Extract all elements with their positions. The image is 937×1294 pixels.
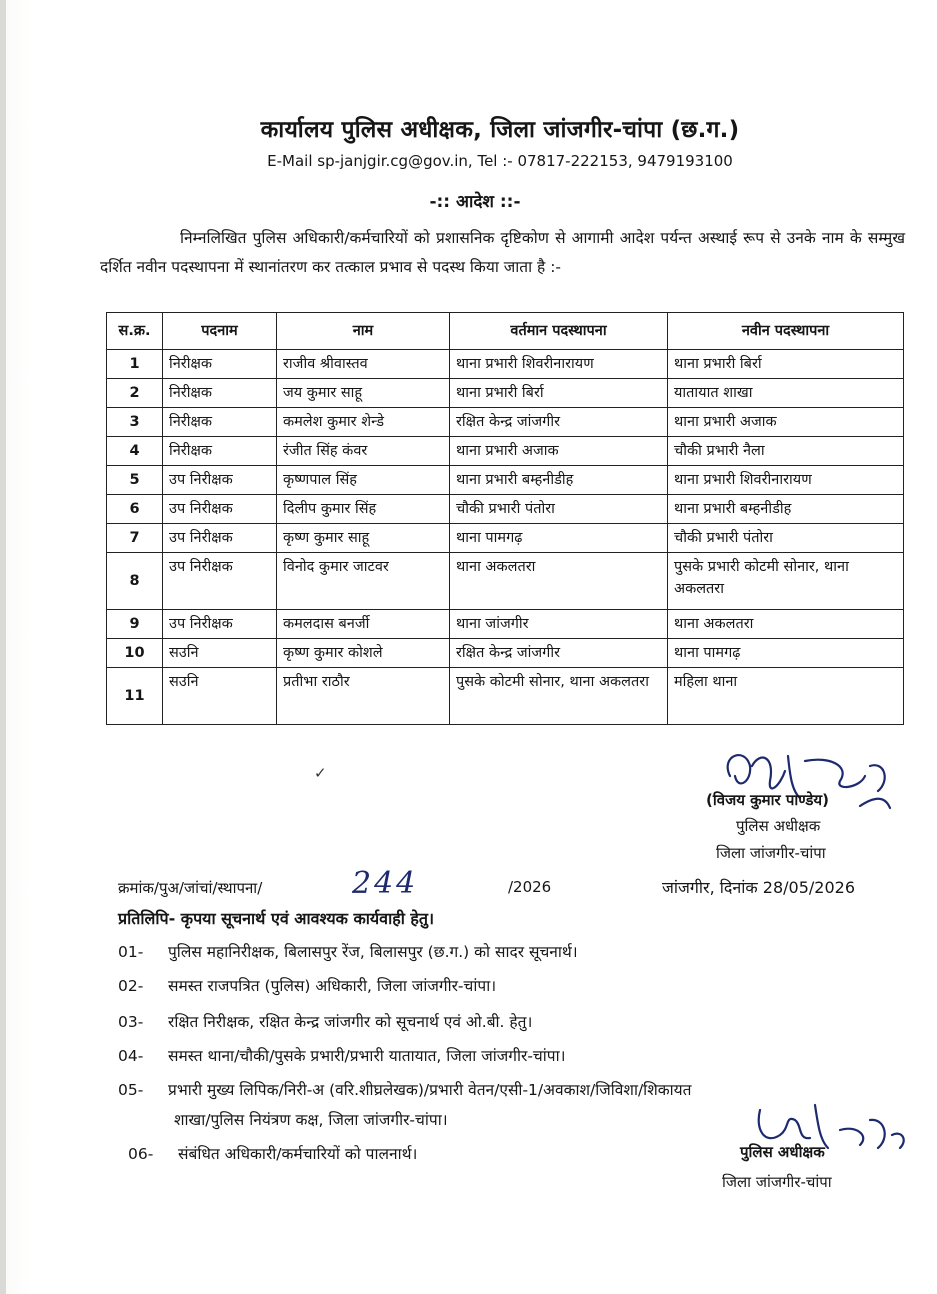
cell-current-posting: चौकी प्रभारी पंतोरा	[450, 495, 668, 524]
table-row	[107, 639, 904, 668]
intro-paragraph: निम्नलिखित पुलिस अधिकारी/कर्मचारियों को प्रशासनिक दृष्टिकोण से आगामी आदेश पर्यन्त अस्थाई रूप से उनके नाम के सम्मुख दर्शित नवीन पदस्थापना में स्थानांतरण कर तत्काल प्रभाव से पदस्थ किया जाता है :-	[100, 229, 905, 276]
cell-serial: 8	[107, 553, 163, 610]
list-item-text: पुलिस महानिरीक्षक, बिलासपुर रेंज, बिलासपुर (छ.ग.) को सादर सूचनार्थ।	[168, 943, 578, 961]
cell-new-posting: थाना प्रभारी बम्हनीडीह	[668, 495, 904, 524]
cell-name: कृष्ण कुमार कोशले	[277, 639, 450, 668]
table-row	[107, 524, 904, 553]
header-serial: स.क्र.	[107, 313, 163, 350]
transfer-table	[106, 312, 904, 725]
table-row	[107, 495, 904, 524]
copy-heading: प्रतिलिपि- कृपया सूचनार्थ एवं आवश्यक कार्यवाही हेतु।	[118, 909, 435, 928]
list-item-number: 03-	[118, 1013, 144, 1031]
cell-new-posting: महिला थाना	[668, 668, 904, 725]
signer-district: जिला जांजगीर-चांपा	[716, 844, 826, 862]
list-item	[118, 1010, 532, 1032]
signer-name: (विजय कुमार पाण्डेय)	[706, 791, 829, 809]
cell-serial: 10	[107, 639, 163, 668]
cell-serial: 2	[107, 379, 163, 408]
list-item-number: 04-	[118, 1047, 144, 1065]
table-row	[107, 553, 904, 610]
cell-name: राजीव श्रीवास्तव	[277, 350, 450, 379]
cell-designation: निरीक्षक	[163, 437, 277, 466]
cell-current-posting: थाना प्रभारी बम्हनीडीह	[450, 466, 668, 495]
cell-name: जय कुमार साहू	[277, 379, 450, 408]
cell-serial: 6	[107, 495, 163, 524]
office-title: कार्यालय पुलिस अधीक्षक, जिला जांजगीर-चांपा (छ.ग.)	[260, 117, 740, 143]
cell-current-posting: थाना प्रभारी शिवरीनारायण	[450, 350, 668, 379]
cell-current-posting: पुसके कोटमी सोनार, थाना अकलतरा	[450, 668, 668, 725]
table-row	[107, 610, 904, 639]
pen-tick-mark: ✓	[314, 764, 327, 782]
cell-designation: उप निरीक्षक	[163, 524, 277, 553]
reference-year: /2026	[508, 878, 552, 896]
cell-new-posting: थाना प्रभारी शिवरीनारायण	[668, 466, 904, 495]
cell-current-posting: थाना पामगढ़	[450, 524, 668, 553]
cell-name: प्रतीभा राठौर	[277, 668, 450, 725]
signature-block	[690, 736, 910, 862]
reference-prefix: क्रमांक/पुअ/जांचां/स्थापना/	[118, 879, 263, 897]
list-item-number: 06-	[128, 1145, 154, 1163]
list-item	[118, 1044, 565, 1066]
cell-serial: 9	[107, 610, 163, 639]
cell-name: रंजीत सिंह कंवर	[277, 437, 450, 466]
list-item	[118, 940, 578, 962]
list-item	[128, 1142, 417, 1164]
cell-name: कमलेश कुमार शेन्डे	[277, 408, 450, 437]
cell-new-posting: थाना अकलतरा	[668, 610, 904, 639]
cell-new-posting: थाना पामगढ़	[668, 639, 904, 668]
cell-designation: उप निरीक्षक	[163, 610, 277, 639]
list-item-text: रक्षित निरीक्षक, रक्षित केन्द्र जांजगीर को सूचनार्थ एवं ओ.बी. हेतु।	[168, 1013, 533, 1031]
reference-number: 244	[352, 866, 419, 901]
list-item	[118, 974, 496, 996]
header-new-posting: नवीन पदस्थापना	[668, 313, 904, 350]
page-edge-shadow	[0, 0, 6, 1294]
cell-serial: 11	[107, 668, 163, 725]
cell-current-posting: थाना प्रभारी अजाक	[450, 437, 668, 466]
table-row	[107, 350, 904, 379]
signer2-designation: पुलिस अधीक्षक	[740, 1143, 825, 1161]
cell-name: विनोद कुमार जाटवर	[277, 553, 450, 610]
table-row	[107, 379, 904, 408]
cell-current-posting: रक्षित केन्द्र जांजगीर	[450, 408, 668, 437]
cell-designation: उप निरीक्षक	[163, 495, 277, 524]
cell-current-posting: थाना प्रभारी बिर्रा	[450, 379, 668, 408]
header-current-posting: वर्तमान पदस्थापना	[450, 313, 668, 350]
cell-designation: सउनि	[163, 639, 277, 668]
list-item-number: 01-	[118, 943, 144, 961]
cell-new-posting: चौकी प्रभारी नैला	[668, 437, 904, 466]
cell-serial: 7	[107, 524, 163, 553]
cell-serial: 4	[107, 437, 163, 466]
cell-designation: निरीक्षक	[163, 408, 277, 437]
list-item-number: 02-	[118, 977, 144, 995]
cell-designation: सउनि	[163, 668, 277, 725]
list-item-text: समस्त राजपत्रित (पुलिस) अधिकारी, जिला जांजगीर-चांपा।	[168, 977, 497, 995]
cell-new-posting: थाना प्रभारी बिर्रा	[668, 350, 904, 379]
cell-serial: 5	[107, 466, 163, 495]
signer-designation: पुलिस अधीक्षक	[736, 817, 821, 835]
list-item	[118, 1078, 691, 1100]
cell-designation: उप निरीक्षक	[163, 553, 277, 610]
cell-new-posting: पुसके प्रभारी कोटमी सोनार, थाना अकलतरा	[668, 553, 904, 610]
table-row	[107, 408, 904, 437]
table-header-row	[107, 313, 904, 350]
cell-name: कमलदास बनर्जी	[277, 610, 450, 639]
cell-name: दिलीप कुमार सिंह	[277, 495, 450, 524]
header-name: नाम	[277, 313, 450, 350]
list-item-continuation: शाखा/पुलिस नियंत्रण कक्ष, जिला जांजगीर-चांपा।	[174, 1111, 448, 1129]
cell-current-posting: रक्षित केन्द्र जांजगीर	[450, 639, 668, 668]
list-item-number: 05-	[118, 1081, 144, 1099]
table-row	[107, 437, 904, 466]
contact-line: E-Mail sp-janjgir.cg@gov.in, Tel :- 07817-222153, 9479193100	[267, 152, 733, 170]
cell-designation: निरीक्षक	[163, 350, 277, 379]
table-row	[107, 466, 904, 495]
cell-current-posting: थाना जांजगीर	[450, 610, 668, 639]
cell-designation: उप निरीक्षक	[163, 466, 277, 495]
cell-new-posting: चौकी प्रभारी पंतोरा	[668, 524, 904, 553]
cell-name: कृष्ण कुमार साहू	[277, 524, 450, 553]
signature-block-copy	[720, 1090, 920, 1200]
cell-serial: 3	[107, 408, 163, 437]
cell-designation: निरीक्षक	[163, 379, 277, 408]
cell-new-posting: यातायात शाखा	[668, 379, 904, 408]
cell-current-posting: थाना अकलतरा	[450, 553, 668, 610]
header-designation: पदनाम	[163, 313, 277, 350]
list-item-text: संबंधित अधिकारी/कर्मचारियों को पालनार्थ।	[178, 1145, 418, 1163]
list-item-text: समस्त थाना/चौकी/पुसके प्रभारी/प्रभारी यातायात, जिला जांजगीर-चांपा।	[168, 1047, 566, 1065]
table-row	[107, 668, 904, 725]
list-item-text: प्रभारी मुख्य लिपिक/निरी-अ (वरि.शीघ्रलेखक)/प्रभारी वेतन/एसी-1/अवकाश/जिविशा/शिकायत	[168, 1081, 692, 1099]
cell-serial: 1	[107, 350, 163, 379]
cell-name: कृष्णपाल सिंह	[277, 466, 450, 495]
order-date: जांजगीर, दिनांक 28/05/2026	[662, 878, 856, 897]
order-heading: -:: आदेश ::-	[429, 192, 521, 212]
cell-new-posting: थाना प्रभारी अजाक	[668, 408, 904, 437]
signer2-district: जिला जांजगीर-चांपा	[722, 1173, 832, 1191]
